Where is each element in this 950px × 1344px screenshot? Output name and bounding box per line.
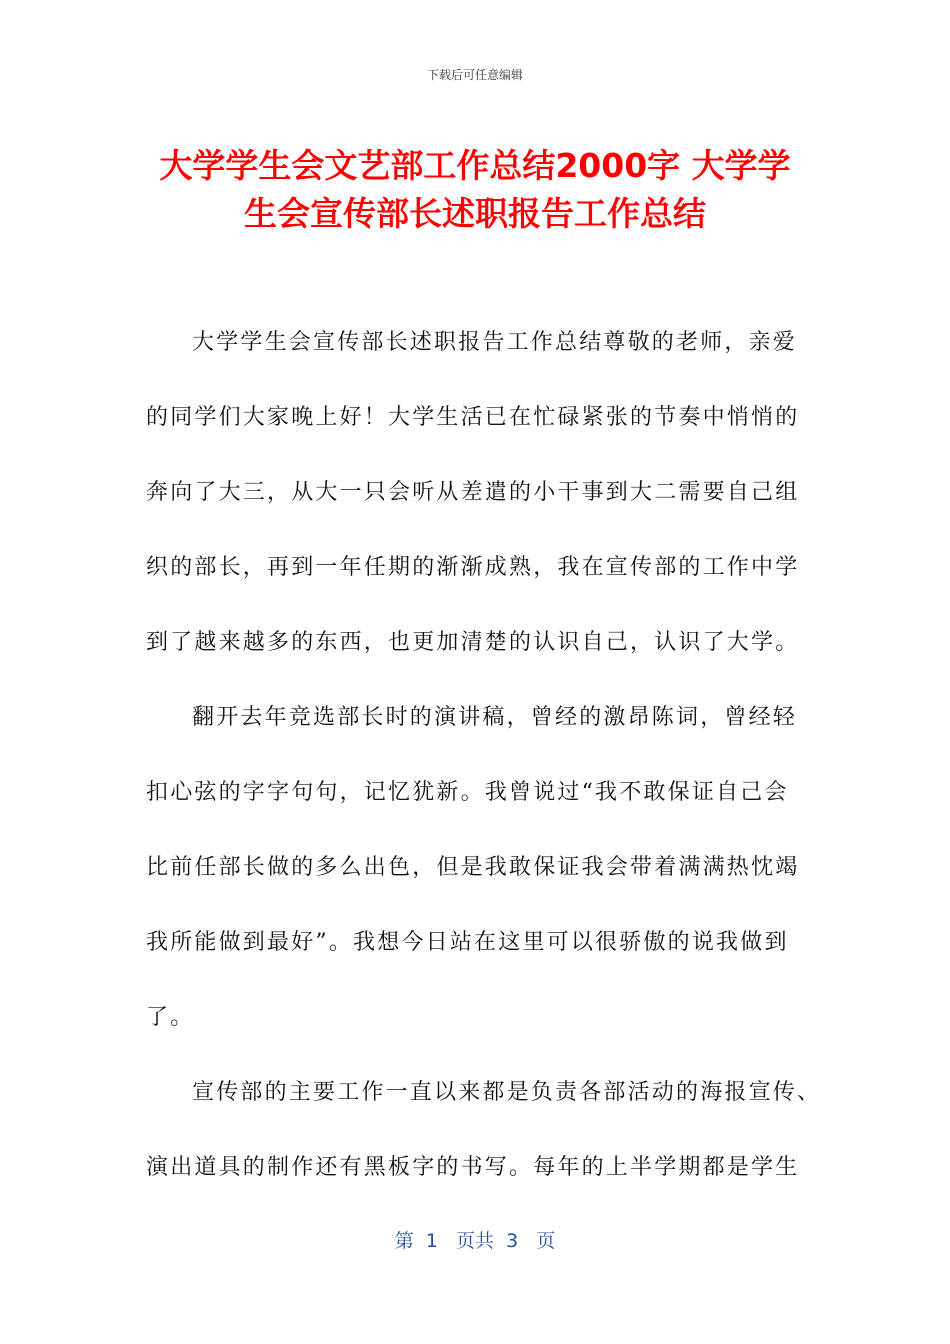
body-line: 了。: [146, 1005, 195, 1030]
body-line: 演出道具的制作还有黑板字的书写。每年的上半学期都是学生: [146, 1155, 800, 1180]
body-line: 到了越来越多的东西，也更加清楚的认识自己，认识了大学。: [146, 630, 800, 655]
body-line: 扣心弦的字字句句，记忆犹新。我曾说过“我不敢保证自己会: [146, 780, 789, 805]
body-line: 翻开去年竞选部长时的演讲稿，曾经的激昂陈词，曾经轻: [192, 705, 798, 730]
document-title-line-1: 大学学生会文艺部工作总结2000字 大学学: [159, 146, 791, 185]
body-line: 的同学们大家晚上好！大学生活已在忙碌紧张的节奏中悄悄的: [146, 405, 800, 430]
page-header-note: 下载后可任意编辑: [426, 68, 523, 82]
body-line: 织的部长，再到一年任期的渐渐成熟，我在宣传部的工作中学: [146, 555, 800, 580]
document-title: [120, 142, 830, 238]
body-line: 我所能做到最好”。我想今日站在这里可以很骄傲的说我做到: [146, 930, 789, 955]
body-line: 宣传部的主要工作一直以来都是负责各部活动的海报宣传、: [192, 1080, 822, 1105]
page-number-footer: 第 1 页共 3 页: [394, 1230, 556, 1252]
body-line: 比前任部长做的多么出色，但是我敢保证我会带着满满热忱竭: [146, 855, 800, 880]
body-line: 大学学生会宣传部长述职报告工作总结尊敬的老师，亲爱: [192, 330, 798, 355]
document-title-line-2: 生会宣传部长述职报告工作总结: [244, 194, 706, 233]
body-line: 奔向了大三，从大一只会听从差遣的小干事到大二需要自己组: [146, 480, 800, 505]
document-body: [146, 322, 826, 1222]
